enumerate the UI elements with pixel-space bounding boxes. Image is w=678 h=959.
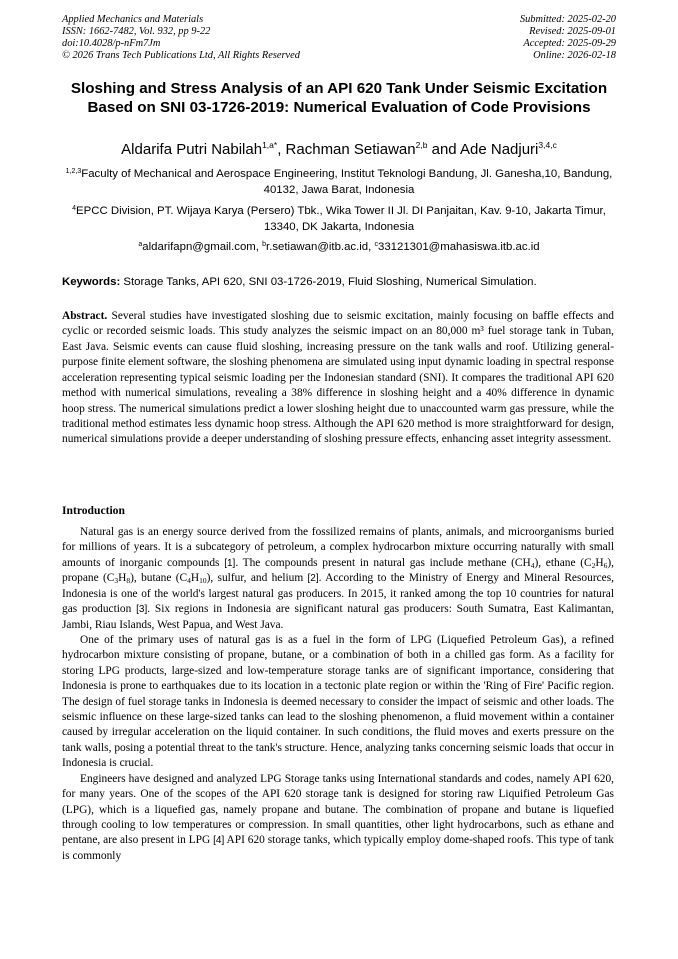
affiliation-1-text: Faculty of Mechanical and Aerospace Engineering, Institut Teknologi Bandung, Jl. Ganesha,10, Bandung, 40132, Jawa Barat, Indonesia — [81, 168, 613, 196]
paper-title: Sloshing and Stress Analysis of an API 620 Tank Under Seismic Excitation Based on SNI 03-1726-2019: Numerical Evaluation of Code Provisions — [70, 80, 608, 116]
paragraph-2: One of the primary uses of natural gas is as a fuel in the form of LPG (Liquefied Petroleum Gas), a refined hydrocarbon mixture consisting of propane, butane, or a combination of both in a chilled gas form. As a facility for storing LPG products, large-sized and low-temperature storage tanks are of significant importance, considering that Indonesia is prone to earthquakes due to its location in a tectonic plate region or within the 'Ring of Fire' Pacific region. The design of fuel storage tanks in Indonesia is deemed necessary to consider the impact of seismic and other loads. The seismic influence on these large-sized tanks can lead to the sloshing phenomenon, a fluid movement within a container caused by irregular acceleration on the liquid container. In such conditions, the fluid moves and exerts pressure on the tank walls, posing a potential threat to the tank's structure. Hence, analyzing tanks concerning seismic loads that occur in Indonesia is crucial. — [62, 633, 614, 770]
author-list: Aldarifa Putri Nabilah$^{1,a*}$, Rachman Setiawan$^{2,b}$ and Ade Nadjuri$^{3,4,c}$ — [121, 140, 557, 158]
chemical-subscript: 2 — [591, 560, 596, 570]
journal-header-right — [520, 14, 616, 62]
revised-date: Revised: 2025-09-01 — [529, 26, 616, 37]
author-marker: 2,b — [415, 140, 428, 150]
chemical-subscript: 6 — [603, 560, 608, 570]
citation-ref: [3] — [136, 604, 148, 616]
email-marker: c — [374, 241, 378, 248]
introduction-body — [62, 525, 614, 864]
paragraph-1: Natural gas is an energy source derived from the fossilized remains of plants, animals, and microorganisms buried for millions of years. It is a subcategory of petroleum, a complex hydrocarbon mixture occurring naturally with small amounts of inorganic compounds [1]. The compounds present in natural gas include methane $(CH_4)$, ethane $(C_2H_6)$, propane $(C_3H_8)$, butane $(C_4H_{10})$, sulfur, and helium [2]. According to the Ministry of Energy and Mineral Resources, Indonesia is one of the world's largest natural gas producers. In 2015, it ranked among the top 10 countries for natural gas production [3]. Six regions in Indonesia are significant natural gas producers: South Sumatra, East Kalimantan, Jambi, Riau Islands, West Papua, and West Java. — [62, 526, 614, 631]
chemical-subscript: 8 — [126, 576, 131, 586]
email-address: aldarifapn@gmail.com — [142, 241, 256, 253]
chemical-subscript: 4 — [187, 576, 191, 586]
email-marker: b — [262, 241, 267, 248]
affiliation-1-marker: 1,2,3 — [65, 168, 82, 175]
section-heading-introduction: Introduction — [62, 504, 125, 517]
citation-ref: [4] — [213, 835, 225, 847]
citation-ref: [2] — [307, 573, 319, 585]
abstract-text: Several studies have investigated sloshing due to seismic excitation, mainly focusing on baffle effects and cyclic or recorded seismic loads. This study analyzes the seismic impact on an 80,000 m³ fuel storage tank in Tuban, East Java. Seismic events can cause fluid sloshing, increasing pressure on the tank walls and roof. Utilizing general-purpose finite element software, the sloshing phenomena are simulated using input dynamic loading in spectral response acceleration representing typical seismic loading per the Indonesian standard (SNI). It compares the traditional API 620 method with numerical simulations, revealing a 38% difference in sloshing height and a 40% difference in dynamic hoop stress. The numerical simulations predict a lower sloshing height due to unaccounted warm gas pressure, while the traditional method estimates less dynamic hoop stress. Although the API 620 method is more straightforward for design, numerical simulations provide a deeper understanding of sloshing pressure effects, enhancing asset integrity assessment. — [62, 310, 614, 446]
paragraph-3: Engineers have designed and analyzed LPG Storage tanks using International standards and codes, namely API 620, for many years. One of the scopes of the API 620 storage tank is designed for storing raw Liquified Petroleum Gas (LPG), which is a liquefied gas, namely propane and butane. The combination of propane and butane is liquefied through cooling to low temperatures or compression. In small quantities, other light hydrocarbons, such as ethane and pentane, are also present in LPG [4] API 620 storage tanks, which typically employ dome-shaped roofs. This type of tank is commonly — [62, 772, 614, 862]
email-marker: a — [138, 241, 143, 248]
keywords — [62, 275, 622, 289]
email-address: r.setiawan@itb.ac.id — [266, 241, 369, 253]
submitted-date: Submitted: 2025-02-20 — [519, 14, 616, 25]
author-name: Ade Nadjuri — [460, 141, 539, 158]
chemical-subscript: 3 — [114, 576, 119, 586]
journal-header-left — [62, 14, 300, 62]
journal-name: Applied Mechanics and Materials — [62, 14, 204, 25]
author-name: Rachman Setiawan — [285, 141, 416, 158]
issn-line: ISSN: 1662-7482, Vol. 932, pp 9-22 — [62, 26, 211, 37]
chemical-subscript: 10 — [199, 576, 207, 586]
chemical-subscript: 4 — [530, 560, 535, 570]
affiliation-2 — [60, 204, 618, 235]
abstract-label: Abstract. — [62, 310, 108, 322]
keywords-label: Keywords: — [62, 276, 121, 288]
online-date: Online: 2026-02-18 — [533, 50, 616, 61]
author-marker: 3,4,c — [538, 140, 557, 150]
author-emails: $^a$aldarifapn@gmail.com, $^b$r.setiawan@itb.ac.id, $^c$33121301@mahasiswa.itb.ac.id — [138, 241, 540, 253]
keywords-text: Storage Tanks, API 620, SNI 03-1726-2019, Fluid Sloshing, Numerical Simulation. — [123, 276, 537, 288]
affiliation-2-marker: 4 — [72, 205, 77, 212]
affiliation-2-text: EPCC Division, PT. Wijaya Karya (Persero) Tbk., Wika Tower II Jl. DI Panjaitan, Kav. 9-10, Jakarta Timur, 13340, DK Jakarta, Indonesia — [76, 205, 606, 233]
abstract — [62, 309, 614, 448]
citation-ref: [1] — [224, 557, 236, 569]
author-marker: 1,a* — [262, 140, 278, 150]
doi-line: doi:10.4028/p-nFm7Jm — [62, 38, 161, 49]
email-address: 33121301@mahasiswa.itb.ac.id — [377, 241, 540, 253]
copyright-line: © 2026 Trans Tech Publications Ltd, All Rights Reserved — [62, 50, 300, 61]
affiliation-1 — [60, 167, 618, 198]
author-name: Aldarifa Putri Nabilah — [121, 141, 263, 158]
accepted-date: Accepted: 2025-09-29 — [523, 38, 616, 49]
